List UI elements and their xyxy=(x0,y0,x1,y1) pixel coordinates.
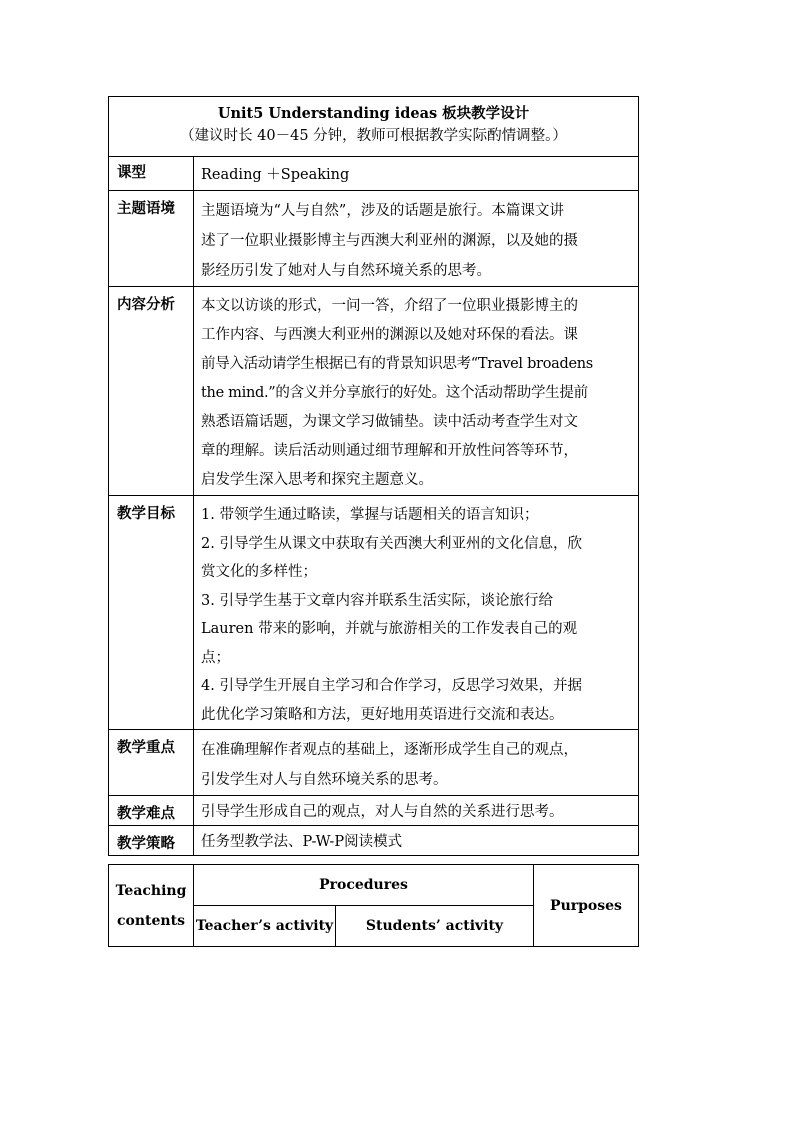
row-value-difficult-points: 引导学生形成自己的观点，对人与自然的关系进行思考。 xyxy=(194,796,639,826)
table-header xyxy=(109,97,639,157)
row-value-lesson-type: Reading ＋Speaking xyxy=(194,157,639,191)
row-value-key-points: 在准确理解作者观点的基础上，逐渐形成学生自己的观点， 引发学生对人与自然环境关系的思考。 xyxy=(194,730,639,796)
teaching-contents-header: Teaching contents xyxy=(109,865,194,947)
procedures-header: Procedures xyxy=(194,865,534,906)
page-title: Unit5 Understanding ideas 板块教学设计 xyxy=(217,105,530,122)
row-label-difficult-points: 教学难点 xyxy=(109,796,194,826)
row-value-teaching-strategy: 任务型教学法、P-W-P阅读模式 xyxy=(194,826,639,856)
row-value-teaching-objectives: 1. 带领学生通过略读，掌握与话题相关的语言知识； 2. 引导学生从课文中获取有关西澳大利亚州的文化信息，欣 赏文化的多样性； 3. 引导学生基于文章内容并联系生活实际，谈论旅行给 Lauren 带来的影响，并就与旅游相关的工作发表自己的观 点； 4. 引导学生开展自主学习和合作学习，反思学习效果，并据 此优化学习策略和方法，更好地用英语进行交流和表达。 xyxy=(194,496,639,730)
row-label-content-analysis: 内容分析 xyxy=(109,287,194,496)
purposes-header: Purposes xyxy=(534,865,639,947)
teacher-activity-header: Teacher’s activity xyxy=(194,906,336,947)
lesson-plan-table xyxy=(108,96,639,856)
row-value-content-analysis: 本文以访谈的形式，一问一答，介绍了一位职业摄影博主的 工作内容、与西澳大利亚州的渊源以及她对环保的看法。课 前导入活动请学生根据已有的背景知识思考“Travel broadens the mind.”的含义并分享旅行的好处。这个活动帮助学生提前 熟悉语篇话题，为课文学习做铺垫。读中活动考查学生对文 章的理解。读后活动则通过细节理解和开放性问答等环节， 启发学生深入思考和探究主题意义。 xyxy=(194,287,639,496)
row-label-teaching-strategy: 教学策略 xyxy=(109,826,194,856)
page-subtitle: （建议时长 40－45 分钟，教师可根据教学实际酌情调整。） xyxy=(180,128,567,144)
row-label-teaching-objectives: 教学目标 xyxy=(109,496,194,730)
students-activity-header: Students’ activity xyxy=(336,906,534,947)
row-label-theme-context: 主题语境 xyxy=(109,191,194,287)
row-value-theme-context: 主题语境为“人与自然”，涉及的话题是旅行。本篇课文讲 述了一位职业摄影博主与西澳大利亚州的渊源，以及她的摄 影经历引发了她对人与自然环境关系的思考。 xyxy=(194,191,639,287)
row-label-key-points: 教学重点 xyxy=(109,730,194,796)
procedures-table xyxy=(108,864,639,947)
row-label-lesson-type: 课型 xyxy=(109,157,194,191)
